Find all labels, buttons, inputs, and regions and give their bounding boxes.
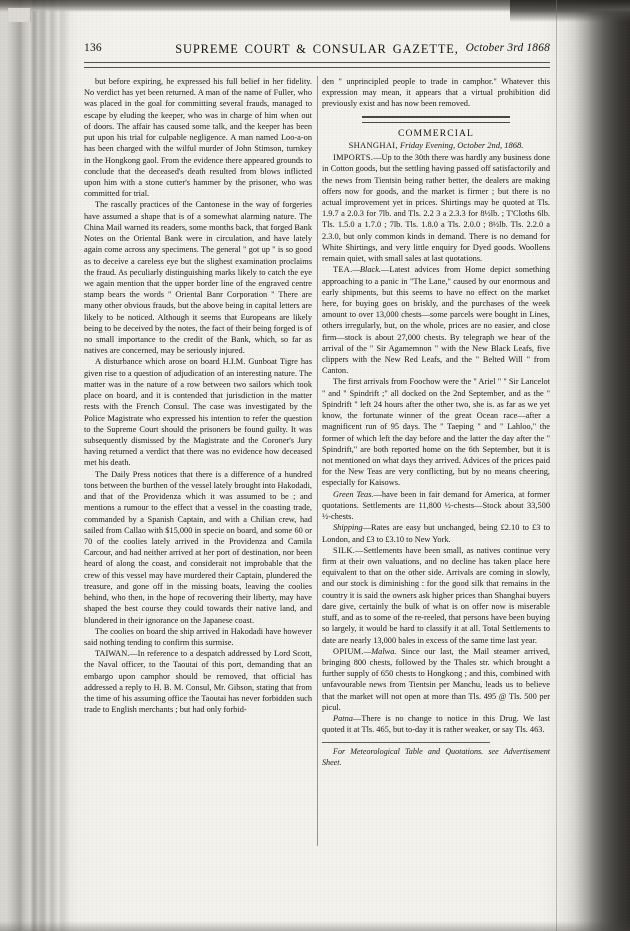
paragraph: The rascally practices of the Cantonese in the way of forgeries have assumed a shape that is of a somewhat alarming nature. The China Mail warned its readers, some months back, that forged Bank Notes on the Oriental Bank were in circulation, and have lately again come across any specimens. The general " got up " is so good as to deceive a careless eye but the slighest examination proclaims the fraud. As peculiarly distinguishing marks likely to catch the eye we again mention that the upper border line of the engraved centre stamp bears the words " Oriental Banr Corporation " There are many other obvious frauds, but the above being in capital letters are likely to be noticed. Although it seems that Europeans are likely being to be deceived by the notes, the fact of their being forged is of no small importance to the credit of the Bank, which, so far as natives are concerned, may be seriously injured. xyxy=(84,200,312,356)
entry-text: —Latest advices from Home depict something approaching to a panic in "The Lane," caused by our enormous and early shipments, but this seems to have no effect on the market here, for buying goes on briskly, and the purchases of the week amount to over 13,000 chests—some parcels were bought in Lines, others irregularly, but, on the whole, prices are no easier, and close firm—stock is about 27,000 chests. By telegraph we hear of the arrival of the " Sir Agamemnon " with the New Black Leafs, five clippers with the New Red Leafs, and the " Belted Will " from Canton. xyxy=(322,265,550,376)
header-rule xyxy=(84,62,550,68)
entry-sublabel: —Malwa. xyxy=(363,646,397,656)
right-column xyxy=(322,76,550,908)
paragraph: A disturbance which arose on board H.I.M. Gunboat Tigre has given rise to a question of adjudication of an interesting nature. The matter was in the nature of a row between two sailors which took place on board, and it is contended that jurisdiction in the matter rests with the French Consul. The case was investigated by the Police Magistrate who expressed his intention to refer the question to the Supreme Court should the prisoners be found guilty. It was subsequently dismissed by the Magistrate and the Coroner's Jury having returned a verdict that there was no evidence how deceased met his death. xyxy=(84,357,312,468)
commercial-entry-shipping xyxy=(322,522,550,544)
page-edge-step xyxy=(8,8,31,22)
issue-date: October 3rd 1868 xyxy=(465,42,550,54)
entry-label: TEA. xyxy=(333,265,353,275)
entry-text: —Rates are easy but unchanged, being £2.10 to £3 to London, and £3 to £3.10 to New York. xyxy=(322,523,550,544)
footnote-rule xyxy=(322,742,490,743)
entry-sublabel: Shipping xyxy=(333,523,363,533)
commercial-section-rule xyxy=(362,116,510,123)
footnote-meteorological: For Meteorological Table and Quotations. see Advertisement Sheet. xyxy=(322,747,550,768)
entry-sublabel: —Black. xyxy=(352,265,382,275)
commercial-dateline xyxy=(322,140,550,151)
paragraph: The Daily Press notices that there is a difference of a hundred tons between the burthen of the vessel lately brought into Hakodadi, and that of the Providenza which it was assumed to be ; and mentions a rumour to the effect that a vessel in the coasting trade, commanded by a Spanish Captain, and with a Chilian crew, had sailed from Callao with $15,000 in specie on board, and some 60 or 70 of the coolies lately arrived in the Providenza and Camila Carcour, and had neither arrived at her port of destination, nor been heard of along the coast, and considerait not improbable that the crew of this vessel may have murdered their Captain, plundered the treasure, and gone off in the missing boats, leaving the coolies behind, who then, in the hope of recovering their liberty, may have shaped the best course they could towards their native land, and blundered in their ignorance on the Japanese coast. xyxy=(84,469,312,625)
entry-text: —Settlements have been small, as natives continue very firm at their own valuations, and no decline has taken place here equivalent to that on the other side. Arrivals are coming in slowly, and our stock is diminishing : for the good silk that remains in the country it is said the owners ask higher prices than Shanghai buyers dare give, certainly the bulk of what is on offer now is miserable stuff, and as to some of the re-reeled, that persons have been buying so largely, it would be hard to classify it at all. Total Settlements to date are nearly 13,000 bales in excess of the same time last year. xyxy=(322,545,550,645)
commercial-entry-arrivals xyxy=(322,376,550,488)
scan-bottom-shadow xyxy=(0,921,630,931)
entry-text: The first arrivals from Foochow were the " Ariel " " Sir Lancelot " and " Spindrift ;" all docked on the 2nd September, and as the " Spindrift " left 24 hours after the other two, she is. as far as we yet know, the fortunate winner of the great Ocean race—after a magnificent run of 95 days. The " Taeping " and " Lahloo," the former of which left the day before and the latter the day after the " Spindrift," are both reported home on the 6th September, but it is not mentioned on what days they arrived. Advices of the prices paid for the New Teas are very conflicting, but by no means cheering, especially for Kaisows. xyxy=(322,377,550,488)
dateline-date: Friday Evening, October 2nd, 1868. xyxy=(399,139,524,150)
column-divider-rule xyxy=(312,76,322,908)
entry-sublabel: Patna xyxy=(333,714,353,724)
running-head xyxy=(84,42,550,59)
paragraph: The coolies on board the ship arrived in Hakodadi have however said nothing tending to confirm this surmise. xyxy=(84,626,312,647)
paragraph: but before expiring, he expressed his full belief in her fidelity. No verdict has yet been returned. A man of the name of Fuller, who was placed in the goal for committing several frauds, managed to escape by eluding the keeper, who was in charge of him when out of doors. The affair has caused some talk, and the keeper has been put upon his trial for culpable negligence. A man named Loo-a-on has been charged with the wilful murder of John Stimson, turnkey in the Hongkong gaol. From the evidence there appeared grounds to conclude that the deceased's death resulted from blows inflicted upon him with a stone cutter's hammer by the prisoner, who was committed for trial. xyxy=(84,77,312,199)
scan-top-right-shadow xyxy=(510,0,630,22)
entry-label: SILK. xyxy=(333,545,356,555)
entry-sublabel: Green Teas. xyxy=(333,489,374,499)
commercial-entry-silk xyxy=(322,545,550,646)
entry-text: Since our last, the Mail steamer arrived, bringing 800 chests, followed by the Thales str. which brought a further supply of 650 chests to Hongkong ; and this, combined with unfavourable news from Tientsin per Manchu, leads us to believe that the market will not open at more than Tls. 495 @ Tls. 500 per picul. xyxy=(322,646,550,712)
paragraph-camphor-continued: den " unprincipled people to trade in camphor." Whatever this expression may mean, it appears that a virtual prohibition did previously exist and has now been removed. xyxy=(322,77,550,109)
column-container xyxy=(84,76,550,908)
commercial-entry-opium xyxy=(322,646,550,713)
commercial-entry-green-teas xyxy=(322,489,550,523)
entry-text: —Up to the 30th there was hardly any business done in Cotton goods, but the settling having passed off satisfactorily and the news from Tientsin being rather better, the dealers are making offers now for goods, and the market is firmer ; but there is no actual improvement yet in prices. Shirtings may be quoted at Tls. 1.9.7 a 2.0.3 for 7lb. and Tls. 2.2 3 a 2.3.3 for 8½lb. ; T'Cloths 6lb. Tls. 1.5.0 a 1.7.0 ; 7lb. Tls. 1.8.0 a Tls. 2.0.0 ; 8½lb. Tls. 2.2.0 a 2.3.0, but only common kinds in demand. There is no demand for White Shirtings, and very little enquiry for Dyed goods. Woollens remain quiet, with small sales at last quotations. xyxy=(322,153,550,264)
left-column xyxy=(84,76,312,908)
commercial-entry-tea xyxy=(322,264,550,376)
entry-text: —have been in fair demand for America, at former quotations. Settlements are 11,800 ½-chests—Stock about 33,500 ½-chests. xyxy=(322,489,550,522)
commercial-entry-imports xyxy=(322,152,550,264)
paragraph-taiwan: TAIWAN.—In reference to a despatch addressed by Lord Scott, the Naval officer, to the Taoutai of this port, demanding that an embargo upon camphor should be removed, that official has addressed a reply to H. B. M. Consul, Mr. Gibson, stating that from the time of his assuming office the Taoutai has never forbidden such trade to English merchants ; but had only forbid- xyxy=(84,649,312,715)
page-folio: 136 xyxy=(84,42,102,54)
page-fold-line xyxy=(556,0,557,931)
page-content xyxy=(84,42,550,902)
entry-label: OPIUM. xyxy=(333,646,364,656)
commercial-heading: COMMERCIAL xyxy=(397,127,475,139)
entry-label: IMPORTS. xyxy=(333,153,374,163)
entry-text: —There is no change to notice in this Drug. We last quoted it at Tls. 465, but to-day it is rather weaker, or say Tls. 463. xyxy=(322,714,550,735)
publication-title: SUPREME COURT & CONSULAR GAZETTE, xyxy=(175,42,459,56)
dateline-place: SHANGHAI, xyxy=(348,139,398,150)
commercial-entry-patna xyxy=(322,713,550,735)
